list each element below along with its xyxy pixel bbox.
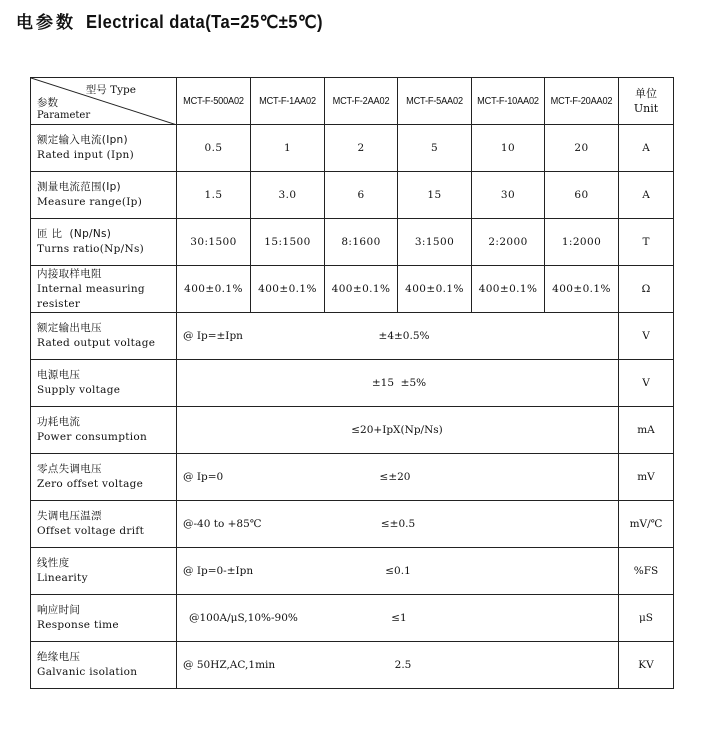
model-header-1: MCT-F-1AA02	[251, 78, 325, 125]
param-label: 内接取样电阻 Internal measuring resister	[31, 266, 177, 313]
value-cell: 400±0.1%	[251, 266, 325, 313]
merged-value: ±15 ±5%	[371, 377, 427, 389]
condition-text: @-40 to +85℃	[183, 518, 262, 530]
value-cell: 5	[398, 125, 472, 172]
model-header-4: MCT-F-10AA02	[472, 78, 545, 125]
merged-value-cell	[177, 501, 619, 548]
merged-value: ≤±20	[379, 471, 411, 483]
condition-text: @100A/μS,10%-90%	[189, 612, 298, 624]
unit-cell: V	[619, 313, 674, 360]
value-cell: 2	[325, 125, 398, 172]
param-label: 电源电压 Supply voltage	[31, 360, 177, 407]
model-header-3: MCT-F-5AA02	[398, 78, 472, 125]
unit-cell: T	[619, 219, 674, 266]
unit-cell: μS	[619, 595, 674, 642]
merged-value: ≤20+IpX(Np/Ns)	[351, 424, 443, 436]
unit-cell: mA	[619, 407, 674, 454]
unit-cell: A	[619, 125, 674, 172]
condition-text: @ Ip=0-±Ipn	[183, 565, 254, 577]
table-row	[31, 595, 674, 642]
unit-cell: KV	[619, 642, 674, 689]
param-label: 额定输出电压 Rated output voltage	[31, 313, 177, 360]
condition-text: @ Ip=±Ipn	[183, 330, 243, 342]
param-label: 绝缘电压 Galvanic isolation	[31, 642, 177, 689]
condition-text: @ Ip=0	[183, 471, 224, 483]
electrical-data-table	[30, 77, 674, 689]
value-cell: 15:1500	[251, 219, 325, 266]
table-row	[31, 454, 674, 501]
value-cell: 3.0	[251, 172, 325, 219]
value-cell: 400±0.1%	[472, 266, 545, 313]
value-cell: 10	[472, 125, 545, 172]
table-row	[31, 407, 674, 454]
param-label: 匝 比 (Np/Ns) Turns ratio(Np/Ns)	[31, 219, 177, 266]
header-param-en: Parameter	[37, 110, 91, 121]
value-cell: 400±0.1%	[398, 266, 472, 313]
value-cell: 1.5	[177, 172, 251, 219]
value-cell: 0.5	[177, 125, 251, 172]
merged-value: ≤±0.5	[380, 518, 416, 530]
param-label: 额定输入电流(Ipn) Rated input (Ipn)	[31, 125, 177, 172]
value-cell: 30	[472, 172, 545, 219]
merged-value: 2.5	[394, 659, 412, 671]
param-label: 功耗电流 Power consumption	[31, 407, 177, 454]
value-cell: 20	[545, 125, 619, 172]
value-cell: 30:1500	[177, 219, 251, 266]
unit-cell: A	[619, 172, 674, 219]
param-label: 响应时间 Response time	[31, 595, 177, 642]
table-row	[31, 642, 674, 689]
table-row	[31, 219, 674, 266]
merged-value-cell	[177, 595, 619, 642]
value-cell: 1	[251, 125, 325, 172]
merged-value: ±4±0.5%	[378, 330, 430, 342]
table-row	[31, 501, 674, 548]
header-type-parameter-cell	[31, 78, 177, 125]
condition-text: @ 50HZ,AC,1min	[183, 659, 276, 671]
value-cell: 3:1500	[398, 219, 472, 266]
value-cell: 8:1600	[325, 219, 398, 266]
unit-cell: Ω	[619, 266, 674, 313]
merged-value-cell	[177, 313, 619, 360]
unit-cell: %FS	[619, 548, 674, 595]
header-type-label: 型号 Type	[85, 84, 136, 96]
value-cell: 60	[545, 172, 619, 219]
unit-cell: V	[619, 360, 674, 407]
table-row	[31, 125, 674, 172]
unit-header: 单位 Unit	[619, 78, 674, 125]
merged-value-cell	[177, 360, 619, 407]
table-row	[31, 313, 674, 360]
param-label: 零点失调电压 Zero offset voltage	[31, 454, 177, 501]
param-label: 失调电压温漂 Offset voltage drift	[31, 501, 177, 548]
table-row	[31, 266, 674, 313]
page-title	[16, 8, 344, 33]
merged-value-cell	[177, 407, 619, 454]
merged-value-cell	[177, 642, 619, 689]
merged-value-cell	[177, 454, 619, 501]
model-header-2: MCT-F-2AA02	[325, 78, 398, 125]
header-param-cn: 参数	[37, 97, 58, 109]
table-row	[31, 360, 674, 407]
value-cell: 400±0.1%	[545, 266, 619, 313]
title-en: Electrical data(Ta=25℃±5℃)	[86, 12, 323, 32]
value-cell: 400±0.1%	[177, 266, 251, 313]
header-row	[31, 78, 674, 125]
value-cell: 1:2000	[545, 219, 619, 266]
title-cn: 电参数	[16, 13, 76, 33]
merged-value: ≤1	[391, 612, 407, 624]
value-cell: 6	[325, 172, 398, 219]
param-label: 线性度 Linearity	[31, 548, 177, 595]
unit-cell: mV	[619, 454, 674, 501]
table-row	[31, 172, 674, 219]
merged-value: ≤0.1	[385, 565, 411, 577]
model-header-5: MCT-F-20AA02	[545, 78, 619, 125]
value-cell: 400±0.1%	[325, 266, 398, 313]
table-row	[31, 548, 674, 595]
param-label: 测量电流范围(Ip) Measure range(Ip)	[31, 172, 177, 219]
value-cell: 15	[398, 172, 472, 219]
value-cell: 2:2000	[472, 219, 545, 266]
unit-cell: mV/℃	[619, 501, 674, 548]
model-header-0: MCT-F-500A02	[177, 78, 251, 125]
merged-value-cell	[177, 548, 619, 595]
